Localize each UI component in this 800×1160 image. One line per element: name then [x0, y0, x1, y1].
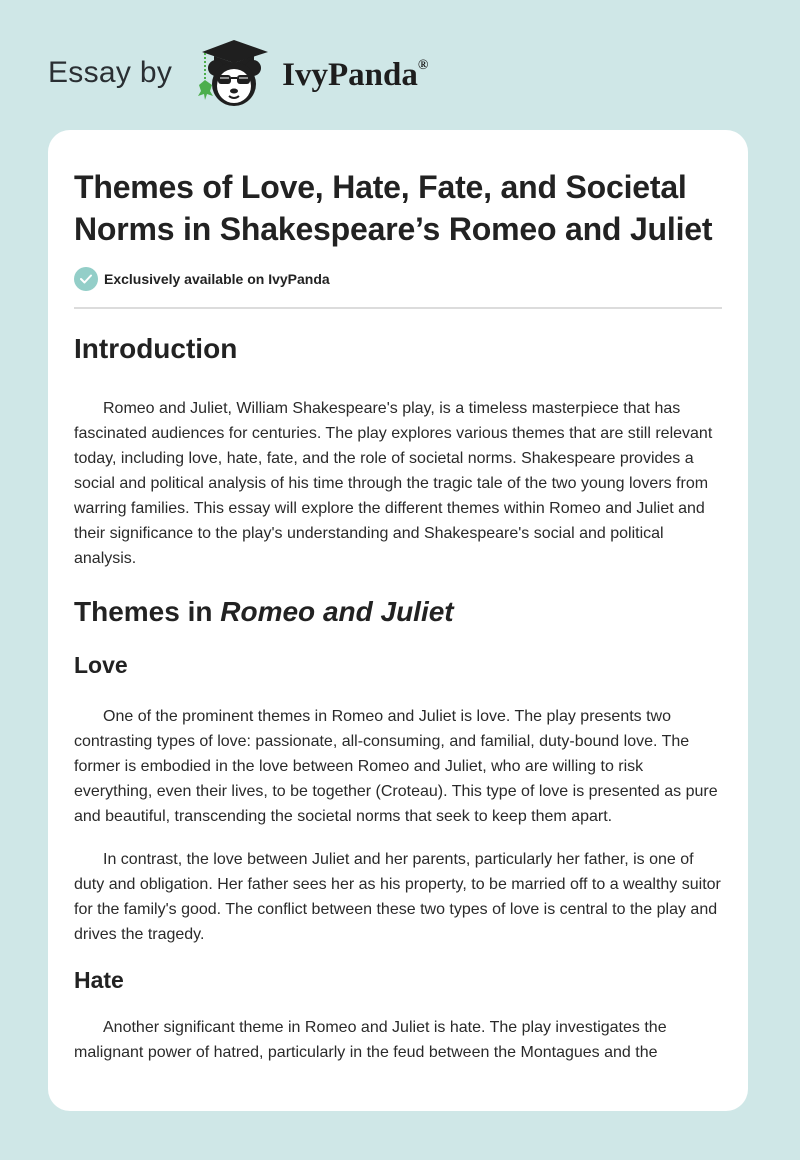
subsection-heading-hate: Hate — [74, 967, 124, 993]
check-circle-icon — [74, 267, 98, 291]
panda-graduate-logo-icon[interactable] — [190, 36, 276, 110]
paragraph-hate-1: Another significant theme in Romeo and Juliet is hate. The play investigates the malignant power of hatred, particularly in the feud between the Montagues and the — [74, 1019, 667, 1061]
exclusive-badge — [74, 267, 722, 291]
paragraph-love-2: In contrast, the love between Juliet and her parents, particularly her father, is one of duty and obligation. Her father sees her as his property, to be married off to a wealthy suitor for the family's good. The conflict between these two types of love is central to the play and drives the tragedy. — [74, 851, 721, 943]
themes-heading-italic: Romeo and Juliet — [220, 596, 454, 627]
title-divider — [74, 307, 722, 309]
exclusive-label: Exclusively available on IvyPanda — [104, 271, 330, 287]
essay-by-label: Essay by — [48, 56, 173, 89]
section-heading-themes — [74, 594, 722, 630]
registered-mark: ® — [417, 57, 429, 73]
section-heading-introduction: Introduction — [74, 333, 238, 364]
essay-card — [48, 130, 748, 1111]
brand-text: IvyPanda — [282, 56, 418, 93]
themes-heading-prefix: Themes in — [74, 596, 221, 627]
paragraph-introduction: Romeo and Juliet, William Shakespeare's play, is a timeless masterpiece that has fascinated audiences for centuries. The play explores various themes that are still relevant today, including love, hate, fate, and the role of societal norms. Shakespeare provides a social and political analysis of his time through the tragic tale of the two young lovers from warring families. This essay will explore the different themes within Romeo and Juliet and their significance to the play's understanding and Shakespeare's social and political analysis. — [74, 400, 713, 567]
brand-name[interactable] — [282, 57, 428, 94]
subsection-heading-love: Love — [74, 652, 128, 678]
site-header — [48, 36, 428, 110]
essay-title: Themes of Love, Hate, Fate, and Societal Norms in Shakespeare’s Romeo and Juliet — [74, 169, 713, 247]
paragraph-love-1: One of the prominent themes in Romeo and Juliet is love. The play presents two contrasting types of love: passionate, all-consuming, and familial, duty-bound love. The former is embodied in the love between Romeo and Juliet, who are willing to risk everything, even their lives, to be together (Croteau). This type of love is presented as pure and beautiful, transcending the societal norms that seek to keep them apart. — [74, 708, 718, 825]
